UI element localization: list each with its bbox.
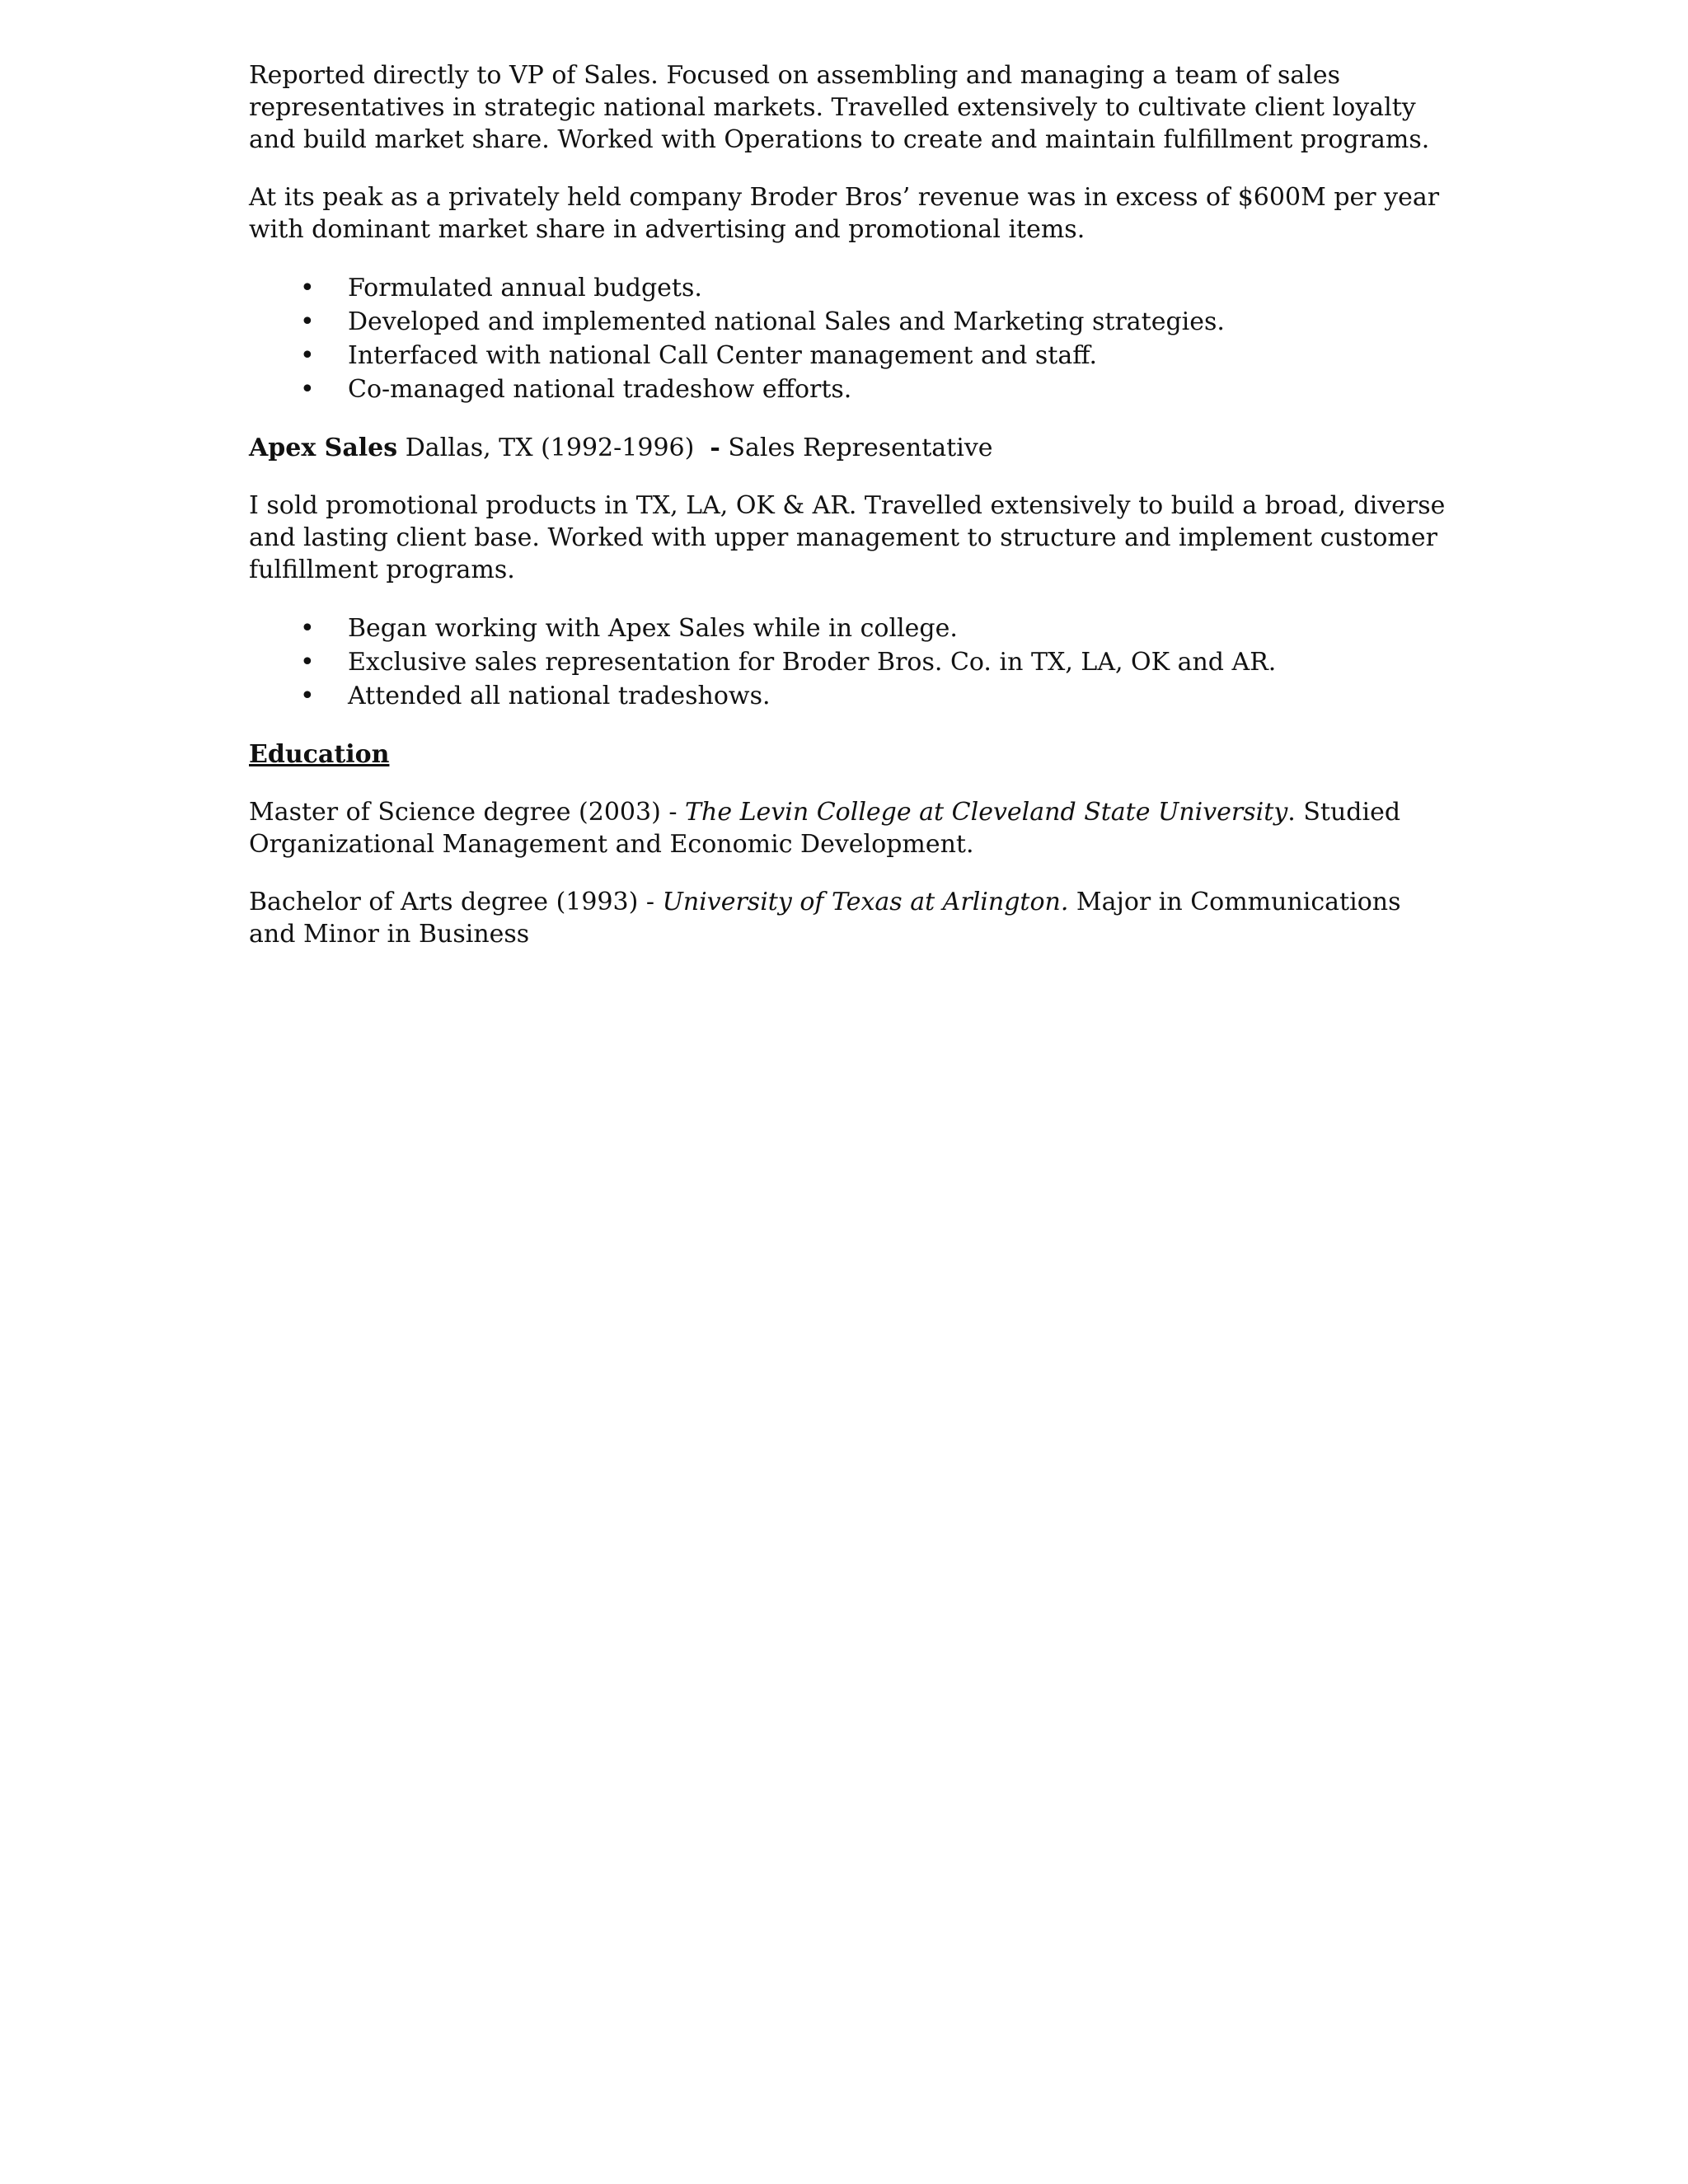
education-bachelors: Bachelor of Arts degree (1993) - University of Texas at Arlington. Major in Communications and Minor in Business <box>249 888 1401 949</box>
bullet-icon: • <box>300 341 315 370</box>
apex-job-title-line <box>249 432 1452 464</box>
resume-page <box>249 59 1452 976</box>
bullet-icon: • <box>300 375 315 404</box>
apex-dash: - <box>710 434 720 462</box>
list-item: • Attended all national tradeshows. <box>249 679 1452 713</box>
list-item: • Developed and implemented national Sales and Marketing strategies. <box>249 305 1452 339</box>
list-item: • Formulated annual budgets. <box>249 271 1452 305</box>
bachelors-school: University of Texas at Arlington. <box>662 888 1069 916</box>
bullet-icon: • <box>300 307 315 336</box>
bullet-icon: • <box>300 274 315 302</box>
broder-revenue: At its peak as a privately held company Broder Bros’ revenue was in excess of $600M per year with dominant market share in advertising and promotional items. <box>249 183 1440 244</box>
list-item: • Exclusive sales representation for Broder Bros. Co. in TX, LA, OK and AR. <box>249 645 1452 679</box>
apex-company-name: Apex Sales <box>249 434 398 462</box>
masters-school: The Levin College at Cleveland State University <box>685 798 1288 827</box>
bullet-icon: • <box>300 648 315 677</box>
education-masters: Master of Science degree (2003) - The Levin College at Cleveland State University. Studied Organizational Management and Economic Development. <box>249 798 1401 859</box>
apex-bullet-list <box>249 612 1452 713</box>
list-item: • Began working with Apex Sales while in college. <box>249 612 1452 645</box>
bullet-icon: • <box>300 682 315 710</box>
bullet-icon: • <box>300 614 315 643</box>
broder-bullet-list <box>249 271 1452 406</box>
list-item: • Interfaced with national Call Center management and staff. <box>249 339 1452 373</box>
list-item: • Co-managed national tradeshow efforts. <box>249 373 1452 406</box>
education-heading: Education <box>249 740 390 769</box>
apex-role: Sales Representative <box>728 434 993 462</box>
broder-summary: Reported directly to VP of Sales. Focused on assembling and managing a team of sales representatives in strategic national markets. Travelled extensively to cultivate client loyalty and build market share. Worked with Operations to create and maintain fulfillment programs. <box>249 61 1430 154</box>
apex-summary: I sold promotional products in TX, LA, OK & AR. Travelled extensively to build a broad, diverse and lasting client base. Worked with upper management to structure and implement customer fulfillment programs. <box>249 491 1446 584</box>
apex-location: Dallas, TX (1992-1996) <box>405 434 695 462</box>
